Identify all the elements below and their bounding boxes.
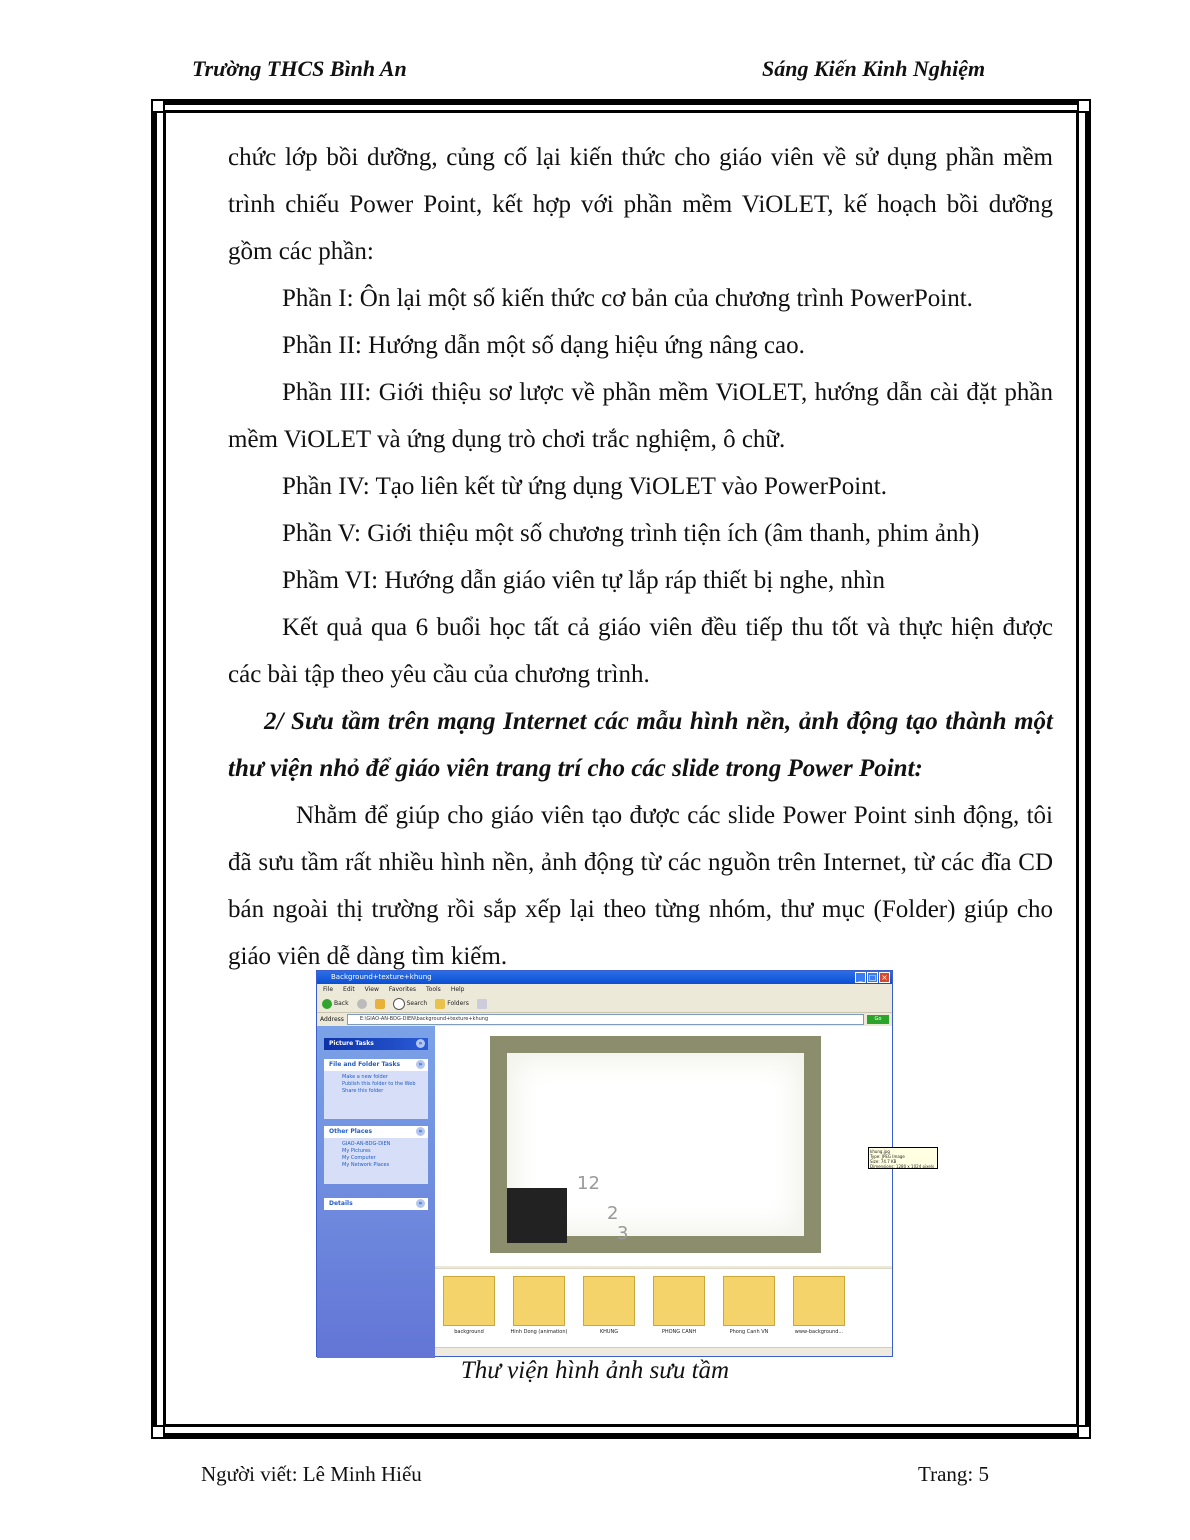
collapse-icon[interactable]: »	[416, 1060, 425, 1069]
preview-frame	[507, 1053, 804, 1244]
details-header[interactable]: Details »	[324, 1198, 428, 1210]
thumbnail-label: Phong Canh VN	[729, 1329, 769, 1335]
border-corner	[151, 1425, 165, 1439]
window-titlebar	[317, 971, 892, 984]
other-places-panel	[324, 1126, 428, 1184]
explorer-screenshot	[316, 970, 935, 1357]
collapse-icon[interactable]: »	[416, 1127, 425, 1136]
up-folder-icon[interactable]	[375, 999, 385, 1009]
body-text	[228, 134, 1053, 980]
image-preview[interactable]	[490, 1036, 821, 1253]
menu-file[interactable]: File	[323, 986, 334, 993]
window-title: Background+texture+khung	[331, 973, 432, 981]
place-my-network[interactable]: My Network Places	[342, 1162, 390, 1168]
thumbnail-label: PHONG CANH	[661, 1329, 697, 1335]
horizontal-scrollbar[interactable]	[435, 1347, 892, 1356]
folder-thumbnail[interactable]	[723, 1276, 775, 1326]
figure-caption: Thư viện hình ảnh sưu tầm	[460, 1357, 730, 1384]
footer-page: Trang: 5	[918, 1462, 989, 1486]
task-publish-folder[interactable]: Publish this folder to the Web	[342, 1081, 416, 1087]
thumbnail-label: background	[454, 1329, 484, 1335]
folders-button[interactable]: Folders	[435, 999, 469, 1009]
header-doc-type: Sáng Kiến Kinh Nghiệm	[762, 56, 986, 81]
forward-arrow-icon[interactable]	[357, 999, 367, 1009]
menu-edit[interactable]: Edit	[343, 986, 355, 993]
part-5: Phần V: Giới thiệu một số chương trình tiện ích (âm thanh, phim ảnh)	[282, 520, 980, 547]
part-1: Phần I: Ôn lại một số kiến thức cơ bản của chương trình PowerPoint.	[282, 285, 973, 312]
address-input[interactable]: E:\GIAO-AN-BDG-DIEN\background+texture+khung	[347, 1014, 864, 1025]
laptop-image	[507, 1188, 567, 1243]
menu-tools[interactable]: Tools	[426, 986, 441, 993]
search-button[interactable]: Search	[393, 998, 428, 1010]
search-icon	[393, 998, 405, 1010]
file-folder-tasks-header[interactable]: File and Folder Tasks »	[324, 1059, 428, 1071]
menu-view[interactable]: View	[364, 986, 379, 993]
other-places-header[interactable]: Other Places »	[324, 1126, 428, 1138]
clock-number: 3	[617, 1223, 629, 1244]
go-button[interactable]: Go	[867, 1015, 889, 1024]
folder-icon	[435, 999, 445, 1009]
file-folder-tasks-panel	[324, 1059, 428, 1119]
thumbnail-label: Hinh Dong (animation)	[510, 1329, 568, 1335]
place-my-pictures[interactable]: My Pictures	[342, 1148, 371, 1154]
part-3: Phần III: Giới thiệu sơ lược về phần mềm ViOLET, hướng dẫn cài đặt phần mềm ViOLET và ứng dụng trò chơi trắc nghiệm, ô chữ.	[228, 379, 1053, 453]
thumbnail-label: www-background...	[794, 1329, 844, 1335]
maximize-icon[interactable]: □	[868, 973, 877, 982]
filmstrip	[435, 1268, 892, 1349]
back-button[interactable]: Back	[322, 999, 349, 1009]
task-new-folder[interactable]: Make a new folder	[342, 1074, 388, 1080]
folder-thumbnail[interactable]	[443, 1276, 495, 1326]
preview-area	[435, 1026, 935, 1266]
picture-tasks-header[interactable]: Picture Tasks »	[324, 1038, 428, 1050]
views-icon[interactable]	[477, 999, 487, 1009]
address-bar	[317, 1013, 892, 1025]
intro-paragraph: chức lớp bồi dưỡng, củng cố lại kiến thức cho giáo viên về sử dụng phần mềm trình chiếu Power Point, kết hợp với phần mềm ViOLET, kế hoạch bồi dưỡng gồm các phần:	[228, 144, 1053, 265]
part-2: Phần II: Hướng dẫn một số dạng hiệu ứng nâng cao.	[282, 332, 805, 359]
file-tooltip: khung.jpg Type: JPEG Image Size: 74.7 KB Dimensions: 1280 x 1024 pixels	[868, 1147, 938, 1169]
minimize-icon[interactable]: _	[855, 972, 866, 983]
expand-icon[interactable]: »	[416, 1199, 425, 1208]
border-corner	[151, 99, 165, 113]
toolbar	[317, 995, 892, 1013]
part-6: Phầm VI: Hướng dẫn giáo viên tự lắp ráp thiết bị nghe, nhìn	[282, 567, 885, 594]
menu-help[interactable]: Help	[450, 986, 465, 993]
back-arrow-icon	[322, 999, 332, 1009]
menu-bar	[317, 984, 892, 995]
border-corner	[1077, 1425, 1091, 1439]
clock-number: 2	[607, 1203, 619, 1224]
thumbnail-label: KHUNG	[599, 1329, 619, 1335]
picture-tasks-panel	[324, 1038, 428, 1050]
details-panel	[324, 1198, 428, 1210]
place-my-computer[interactable]: My Computer	[342, 1155, 376, 1161]
clock-number: 12	[577, 1173, 600, 1194]
part-4: Phần IV: Tạo liên kết từ ứng dụng ViOLET vào PowerPoint.	[282, 473, 887, 500]
task-pane	[317, 1026, 435, 1358]
folder-thumbnail[interactable]	[793, 1276, 845, 1326]
section-heading: 2/ Sưu tầm trên mạng Internet các mẫu hình nền, ảnh động tạo thành một thư viện nhỏ để giáo viên trang trí cho các slide trong Power Point:	[228, 708, 1053, 782]
border-corner	[1077, 99, 1091, 113]
address-label: Address	[320, 1015, 344, 1023]
section-paragraph: Nhằm để giúp cho giáo viên tạo được các slide Power Point sinh động, tôi đã sưu tầm rất nhiều hình nền, ảnh động từ các nguồn trên Internet, từ các đĩa CD bán ngoài thị trường rồi sắp xếp lại theo từng nhóm, thư mục (Folder) giúp cho giáo viên dễ dàng tìm kiếm.	[228, 802, 1053, 970]
folder-thumbnail[interactable]	[513, 1276, 565, 1326]
menu-favorites[interactable]: Favorites	[388, 986, 417, 993]
result-paragraph: Kết quả qua 6 buổi học tất cả giáo viên đều tiếp thu tốt và thực hiện được các bài tập theo yêu cầu của chương trình.	[228, 614, 1053, 688]
folder-thumbnail[interactable]	[653, 1276, 705, 1326]
header-school: Trường THCS Bình An	[192, 56, 407, 81]
task-share-folder[interactable]: Share this folder	[342, 1088, 384, 1094]
place-giao-an[interactable]: GIAO-AN-BDG-DIEN	[342, 1141, 391, 1147]
footer-author: Người viết: Lê Minh Hiếu	[201, 1462, 422, 1486]
folder-thumbnail[interactable]	[583, 1276, 635, 1326]
collapse-icon[interactable]: »	[416, 1039, 425, 1048]
close-icon[interactable]: ×	[879, 972, 890, 983]
